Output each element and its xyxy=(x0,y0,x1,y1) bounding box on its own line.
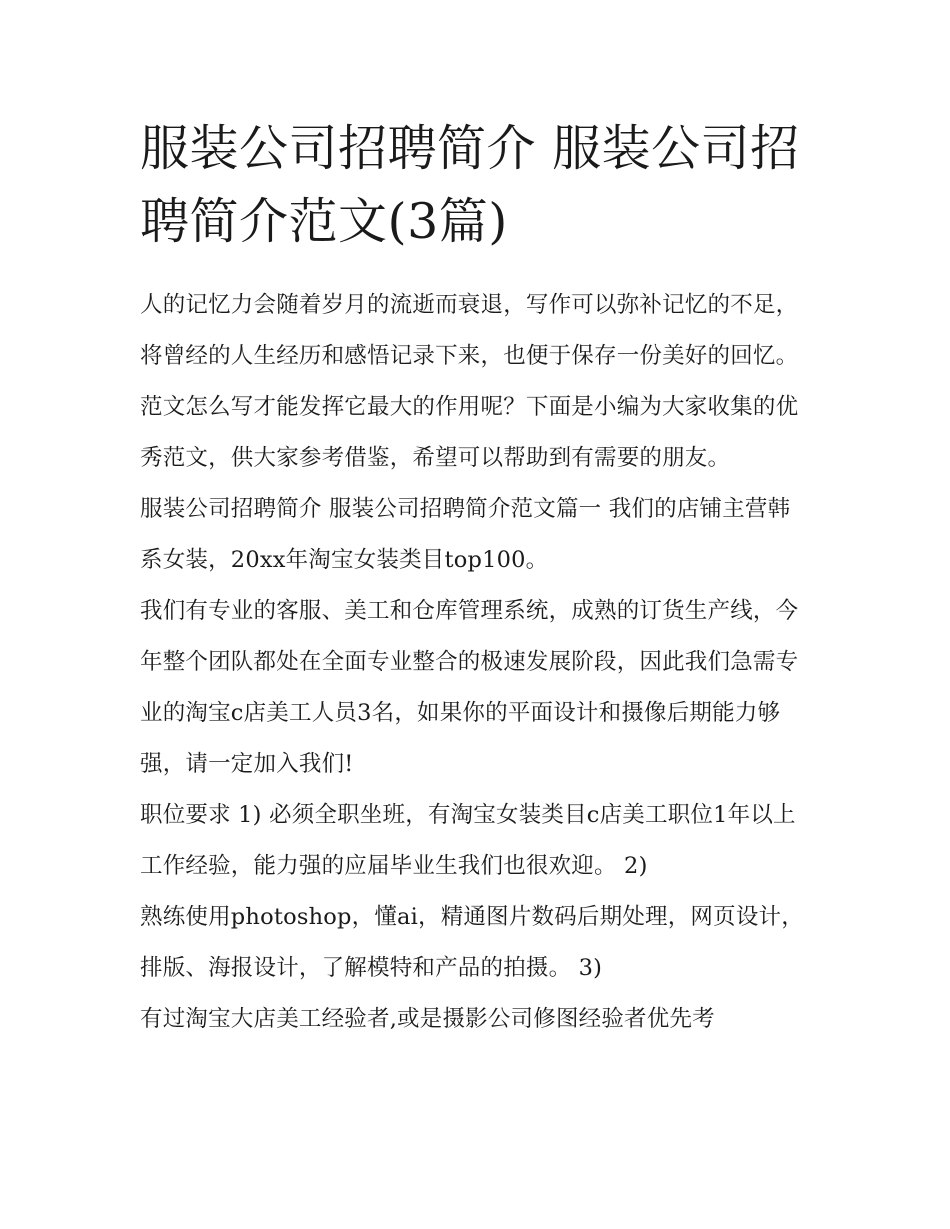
paragraph-requirement-1: 职位要求 1) 必须全职坐班，有淘宝女装类目c店美工职位1年以上工作经验，能力强的应届毕业生我们也很欢迎。 2) xyxy=(140,802,796,879)
paragraph-intro: 人的记忆力会随着岁月的流逝而衰退，写作可以弥补记忆的不足，将曾经的人生经历和感悟记录下来，也便于保存一份美好的回忆。范文怎么写才能发挥它最大的作用呢？下面是小编为大家收集的优秀范文，供大家参考借鉴，希望可以帮助到有需要的朋友。 xyxy=(140,292,799,471)
document-page xyxy=(140,112,812,1045)
paragraph-team: 我们有专业的客服、美工和仓库管理系统，成熟的订货生产线，今年整个团队都处在全面专业整合的极速发展阶段，因此我们急需专业的淘宝c店美工人员3名，如果你的平面设计和摄像后期能力够强，请一定加入我们! xyxy=(140,598,799,777)
paragraph-requirement-2: 熟练使用photoshop，懂ai，精通图片数码后期处理，网页设计，排版、海报设计，了解模特和产品的拍摄。 3) xyxy=(140,904,804,981)
document-body xyxy=(140,280,812,1045)
paragraph-requirement-3: 有过淘宝大店美工经验者,或是摄影公司修图经验者优先考 xyxy=(140,1006,715,1032)
document-title: 服装公司招聘简介 服装公司招聘简介范文(3篇) xyxy=(140,120,800,250)
paragraph-store-intro: 服装公司招聘简介 服装公司招聘简介范文篇一 我们的店铺主营韩系女装，20xx年淘宝女装类目top100。 xyxy=(140,496,791,573)
